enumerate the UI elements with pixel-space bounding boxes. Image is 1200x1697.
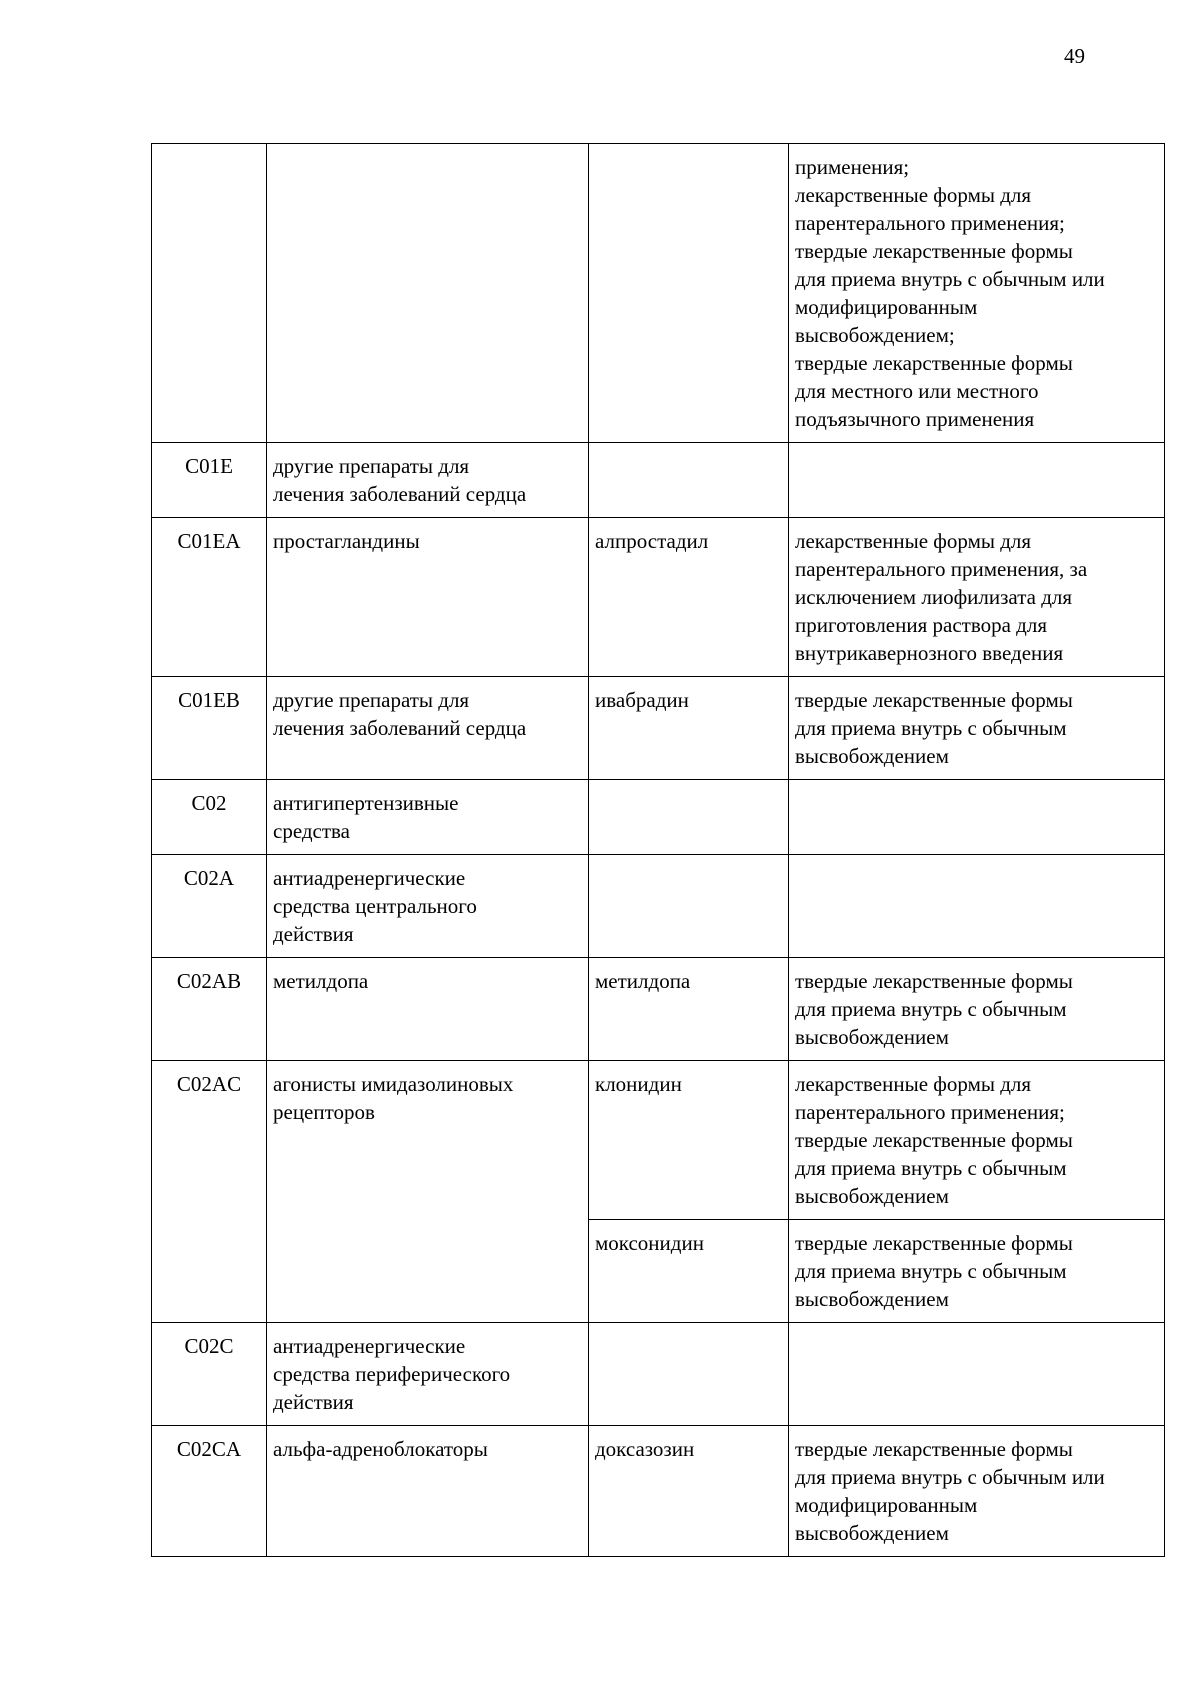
- group-line: другие препараты для: [273, 688, 470, 712]
- dosage-form-line: модифицированным: [795, 1493, 978, 1517]
- drug-cell: моксонидин: [589, 1220, 789, 1323]
- dosage-form-cell: [789, 1323, 1165, 1426]
- drug-cell: доксазозин: [589, 1426, 789, 1557]
- atc-code-cell: [152, 144, 267, 443]
- dosage-form-line: высвобождением: [795, 1025, 949, 1049]
- group-line: антигипертензивные: [273, 791, 459, 815]
- dosage-form-line: твердые лекарственные формы: [795, 239, 1073, 263]
- atc-code-cell: C02A: [152, 855, 267, 958]
- dosage-form-line: для приема внутрь с обычным: [795, 1259, 1067, 1283]
- group-cell: [267, 1061, 589, 1323]
- dosage-form-cell: [789, 1426, 1165, 1557]
- dosage-form-line: для приема внутрь с обычным: [795, 1156, 1067, 1180]
- dosage-form-line: твердые лекарственные формы: [795, 1231, 1073, 1255]
- dosage-form-line: высвобождением;: [795, 323, 955, 347]
- group-line: агонисты имидазолиновых: [273, 1072, 514, 1096]
- group-cell: [267, 144, 589, 443]
- group-line: антиадренергические: [273, 1334, 466, 1358]
- group-cell: [267, 1323, 589, 1426]
- dosage-form-line: для приема внутрь с обычным или: [795, 267, 1105, 291]
- group-line: лечения заболеваний сердца: [273, 482, 527, 506]
- dosage-form-line: лекарственные формы для: [795, 1072, 1032, 1096]
- table-row: [152, 780, 1165, 855]
- group-line: средства периферического: [273, 1362, 511, 1386]
- atc-code-cell: C02CA: [152, 1426, 267, 1557]
- group-cell: альфа-адреноблокаторы: [267, 1426, 589, 1557]
- table-row: [152, 518, 1165, 677]
- dosage-form-line: лекарственные формы для: [795, 183, 1032, 207]
- dosage-form-line: высвобождением: [795, 1287, 949, 1311]
- dosage-form-line: модифицированным: [795, 295, 978, 319]
- group-line: антиадренергические: [273, 866, 466, 890]
- group-line: действия: [273, 1390, 354, 1414]
- dosage-form-cell: [789, 443, 1165, 518]
- dosage-form-cell: [789, 144, 1165, 443]
- dosage-form-line: для приема внутрь с обычным или: [795, 1465, 1105, 1489]
- group-cell: [267, 677, 589, 780]
- dosage-form-cell: [789, 518, 1165, 677]
- drug-classification-table: [151, 143, 1165, 1557]
- dosage-form-line: твердые лекарственные формы: [795, 351, 1073, 375]
- drug-cell: [589, 780, 789, 855]
- dosage-form-line: для приема внутрь с обычным: [795, 997, 1067, 1021]
- dosage-form-line: применения;: [795, 155, 910, 179]
- group-line: лечения заболеваний сердца: [273, 716, 527, 740]
- atc-code-cell: C01E: [152, 443, 267, 518]
- dosage-form-cell: [789, 958, 1165, 1061]
- dosage-form-line: парентерального применения, за: [795, 557, 1088, 581]
- dosage-form-line: парентерального применения;: [795, 211, 1065, 235]
- drug-cell: [589, 855, 789, 958]
- dosage-form-cell: [789, 1061, 1165, 1220]
- table-row: [152, 958, 1165, 1061]
- group-cell: [267, 443, 589, 518]
- table-row: [152, 855, 1165, 958]
- dosage-form-cell: [789, 677, 1165, 780]
- dosage-form-line: высвобождением: [795, 1184, 949, 1208]
- drug-cell: [589, 144, 789, 443]
- dosage-form-line: подъязычного применения: [795, 407, 1035, 431]
- atc-code-cell: C01EB: [152, 677, 267, 780]
- table-row: [152, 443, 1165, 518]
- dosage-form-line: для приема внутрь с обычным: [795, 716, 1067, 740]
- group-line: другие препараты для: [273, 454, 470, 478]
- drug-cell: клонидин: [589, 1061, 789, 1220]
- dosage-form-line: исключением лиофилизата для: [795, 585, 1073, 609]
- dosage-form-line: твердые лекарственные формы: [795, 688, 1073, 712]
- dosage-form-line: твердые лекарственные формы: [795, 969, 1073, 993]
- table-row: [152, 1323, 1165, 1426]
- dosage-form-line: лекарственные формы для: [795, 529, 1032, 553]
- dosage-form-line: для местного или местного: [795, 379, 1039, 403]
- table-row: [152, 1426, 1165, 1557]
- drug-cell: ивабрадин: [589, 677, 789, 780]
- drug-cell: [589, 1323, 789, 1426]
- dosage-form-line: высвобождением: [795, 744, 949, 768]
- atc-code-cell: C01EA: [152, 518, 267, 677]
- table-row: [152, 144, 1165, 443]
- group-cell: метилдопа: [267, 958, 589, 1061]
- dosage-form-cell: [789, 1220, 1165, 1323]
- dosage-form-cell: [789, 855, 1165, 958]
- dosage-form-line: твердые лекарственные формы: [795, 1437, 1073, 1461]
- atc-code-cell: C02C: [152, 1323, 267, 1426]
- dosage-form-line: парентерального применения;: [795, 1100, 1065, 1124]
- dosage-form-line: приготовления раствора для: [795, 613, 1047, 637]
- drug-cell: [589, 443, 789, 518]
- group-line: средства центрального: [273, 894, 477, 918]
- atc-code-cell: C02: [152, 780, 267, 855]
- group-cell: [267, 780, 589, 855]
- group-line: действия: [273, 922, 354, 946]
- group-cell: [267, 855, 589, 958]
- dosage-form-line: твердые лекарственные формы: [795, 1128, 1073, 1152]
- group-cell: простагландины: [267, 518, 589, 677]
- drug-cell: метилдопа: [589, 958, 789, 1061]
- table-row: [152, 1061, 1165, 1220]
- drug-cell: алпростадил: [589, 518, 789, 677]
- dosage-form-cell: [789, 780, 1165, 855]
- group-line: средства: [273, 819, 351, 843]
- group-line: рецепторов: [273, 1100, 375, 1124]
- dosage-form-line: внутрикавернозного введения: [795, 641, 1064, 665]
- page-number: 49: [1064, 44, 1085, 68]
- dosage-form-line: высвобождением: [795, 1521, 949, 1545]
- atc-code-cell: C02AC: [152, 1061, 267, 1323]
- table-row: [152, 677, 1165, 780]
- atc-code-cell: C02AB: [152, 958, 267, 1061]
